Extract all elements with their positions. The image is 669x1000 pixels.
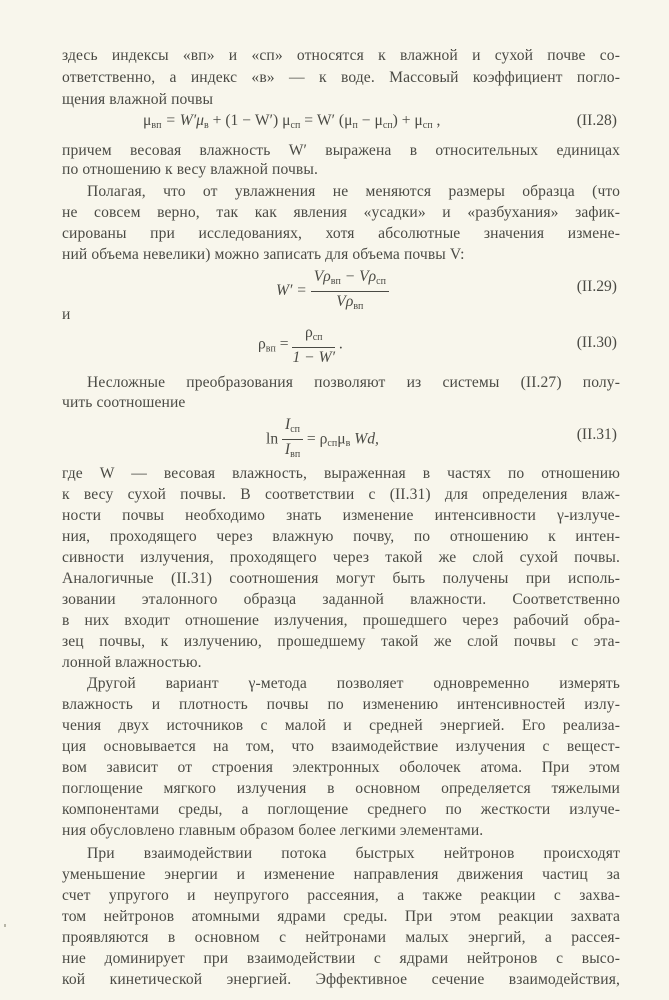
- eq-term: Wd,: [350, 430, 379, 448]
- eq-subscript: сп: [327, 438, 338, 450]
- equation-ii-30: [258, 324, 343, 366]
- text-line: Другой вариант γ-метода позволяет одновременно измерять: [87, 675, 620, 692]
- numerator: [282, 416, 303, 440]
- denominator: 1 − W′: [292, 349, 335, 366]
- eq-term: I: [284, 441, 291, 458]
- equation-number: (II.29): [576, 278, 617, 295]
- conjunction-text: и: [62, 306, 71, 323]
- eq-term: .: [335, 335, 343, 353]
- eq-subscript: вп: [265, 343, 276, 355]
- numerator: [311, 268, 389, 292]
- eq-subscript: сп: [382, 120, 393, 131]
- equation-ii-31: [266, 416, 379, 463]
- text-line: уменьшение энергии и изменение направления движения частиц за: [62, 866, 620, 883]
- eq-term: − μ: [357, 112, 383, 129]
- text-line: по отношению к весу влажной почвы.: [62, 161, 318, 178]
- text-line: сивности излучения, проходящего через такой же слой сухой почвы.: [62, 549, 620, 566]
- numerator: [292, 324, 335, 348]
- eq-term: ln: [266, 430, 283, 448]
- eq-term: ) + μ: [392, 112, 423, 129]
- equation-ii-28: [143, 112, 440, 131]
- text-line: чить соотношение: [62, 394, 186, 411]
- text-line: зец почвы, к излучению, прошедшему такой же слой почвы с эта-: [62, 633, 620, 650]
- equation-number: (II.31): [576, 426, 617, 443]
- text-line: сированы при исследованиях, хотя абсолютные значения измене-: [62, 225, 620, 242]
- text-line: причем весовая влажность W′ выражена в относительных единицах: [62, 142, 620, 159]
- eq-term: = W′ (μ: [300, 112, 353, 129]
- text-line: ния, проходящего через влажную почву, по отношению к интен-: [62, 528, 620, 545]
- text-line: ности почвы необходимо знать изменение интенсивности γ-излуче-: [62, 507, 620, 524]
- text-line: Аналогичные (II.31) соотношения могут быть получены при исполь-: [62, 570, 620, 587]
- fraction: [292, 324, 335, 366]
- eq-term: = W′μ: [161, 112, 205, 129]
- eq-term: + (1 − W′) μ: [208, 112, 291, 129]
- eq-term: =: [275, 335, 293, 353]
- eq-symbol: μ: [143, 112, 152, 129]
- text-line: щения влажной почвы: [62, 91, 214, 108]
- eq-subscript: сп: [312, 332, 323, 343]
- paper-speck: [4, 924, 6, 927]
- text-line: При взаимодействии потока быстрых нейтронов происходят: [87, 845, 620, 862]
- eq-term: μ: [337, 430, 346, 448]
- text-line: в них входит отношение излучения, прошедшего через рабочий обра-: [62, 612, 620, 629]
- eq-subscript: п: [352, 120, 358, 131]
- text-line: Полагая, что от увлажнения не меняются размеры образца (что: [87, 183, 620, 200]
- eq-subscript: в: [204, 120, 209, 131]
- text-line: поглощение мягкого излучения в основном определяется тяжелыми: [62, 780, 620, 797]
- text-line: вом зависит от строения электронных оболочек атома. При этом: [62, 759, 620, 776]
- eq-subscript: сп: [376, 276, 386, 287]
- text-line: ция основывается на том, что взаимодействие излучения с вещест-: [62, 738, 620, 755]
- text-line: влажность и плотность почвы по изменению интенсивностей излу-: [62, 696, 620, 713]
- eq-term: I: [285, 416, 291, 433]
- text-line: ний объема невелики) можно записать для объема почвы V:: [62, 246, 465, 263]
- text-line: том нейтронов атомными ядрами среды. При этом реакции захвата: [62, 908, 620, 925]
- eq-subscript: вп: [290, 449, 301, 460]
- eq-subscript: сп: [290, 120, 301, 131]
- equation-number: (II.28): [576, 112, 617, 129]
- eq-subscript: вп: [330, 276, 341, 287]
- eq-subscript: в: [345, 438, 351, 450]
- eq-subscript: вп: [151, 120, 162, 131]
- text-line: проявляются в основном с нейтронами малых энергий, а рассея-: [62, 929, 620, 946]
- text-line: где W — весовая влажность, выраженная в частях по отношению: [62, 465, 620, 482]
- fraction: [282, 416, 303, 463]
- text-line: здесь индексы «вп» и «сп» относятся к влажной и сухой почве со-: [62, 47, 620, 64]
- eq-term: Vρ: [313, 268, 331, 285]
- text-line: чения двух источников с малой и средней энергией. Его реализа-: [62, 717, 620, 734]
- text-line: ответственно, а индекс «в» — к воде. Массовый коэффициент погло-: [62, 69, 620, 86]
- eq-subscript: сп: [290, 424, 301, 435]
- eq-subscript: вп: [353, 301, 364, 312]
- eq-symbol: ρ: [258, 335, 266, 353]
- equation-number: (II.30): [576, 334, 617, 351]
- eq-term: ,: [432, 112, 441, 129]
- eq-term: Vρ: [336, 293, 354, 310]
- text-line: зовании эталонного образца заданной влажности. Соответственно: [62, 591, 620, 608]
- text-line: ния обусловлено главным образом более легкими элементами.: [62, 822, 484, 839]
- text-line: компонентами среды, а поглощение среднего по жесткости излуче-: [62, 801, 620, 818]
- text-line: к весу сухой почвы. В соответствии с (II.31) для определения влаж-: [62, 486, 620, 503]
- text-line: не совсем верно, так как явления «усадки» и «разбухания» зафик-: [62, 204, 620, 221]
- eq-term: ρ: [304, 324, 313, 341]
- denominator: [282, 440, 303, 463]
- eq-subscript: сп: [422, 120, 433, 131]
- eq-term: W′ =: [276, 282, 311, 300]
- text-line: лонной влажностью.: [62, 654, 202, 671]
- text-line: кой кинетической энергией. Эффективное сечение взаимодействия,: [62, 971, 620, 988]
- eq-term: − Vρ: [340, 268, 377, 285]
- text-line: счет упругого и неупругого рассеяния, а также реакции с захва-: [62, 887, 620, 904]
- text-line: ние доминирует при взаимодействии с ядрами нейтронов с высо-: [62, 950, 620, 967]
- text-line: Несложные преобразования позволяют из системы (II.27) полу-: [87, 374, 620, 391]
- eq-term: = ρ: [303, 430, 328, 448]
